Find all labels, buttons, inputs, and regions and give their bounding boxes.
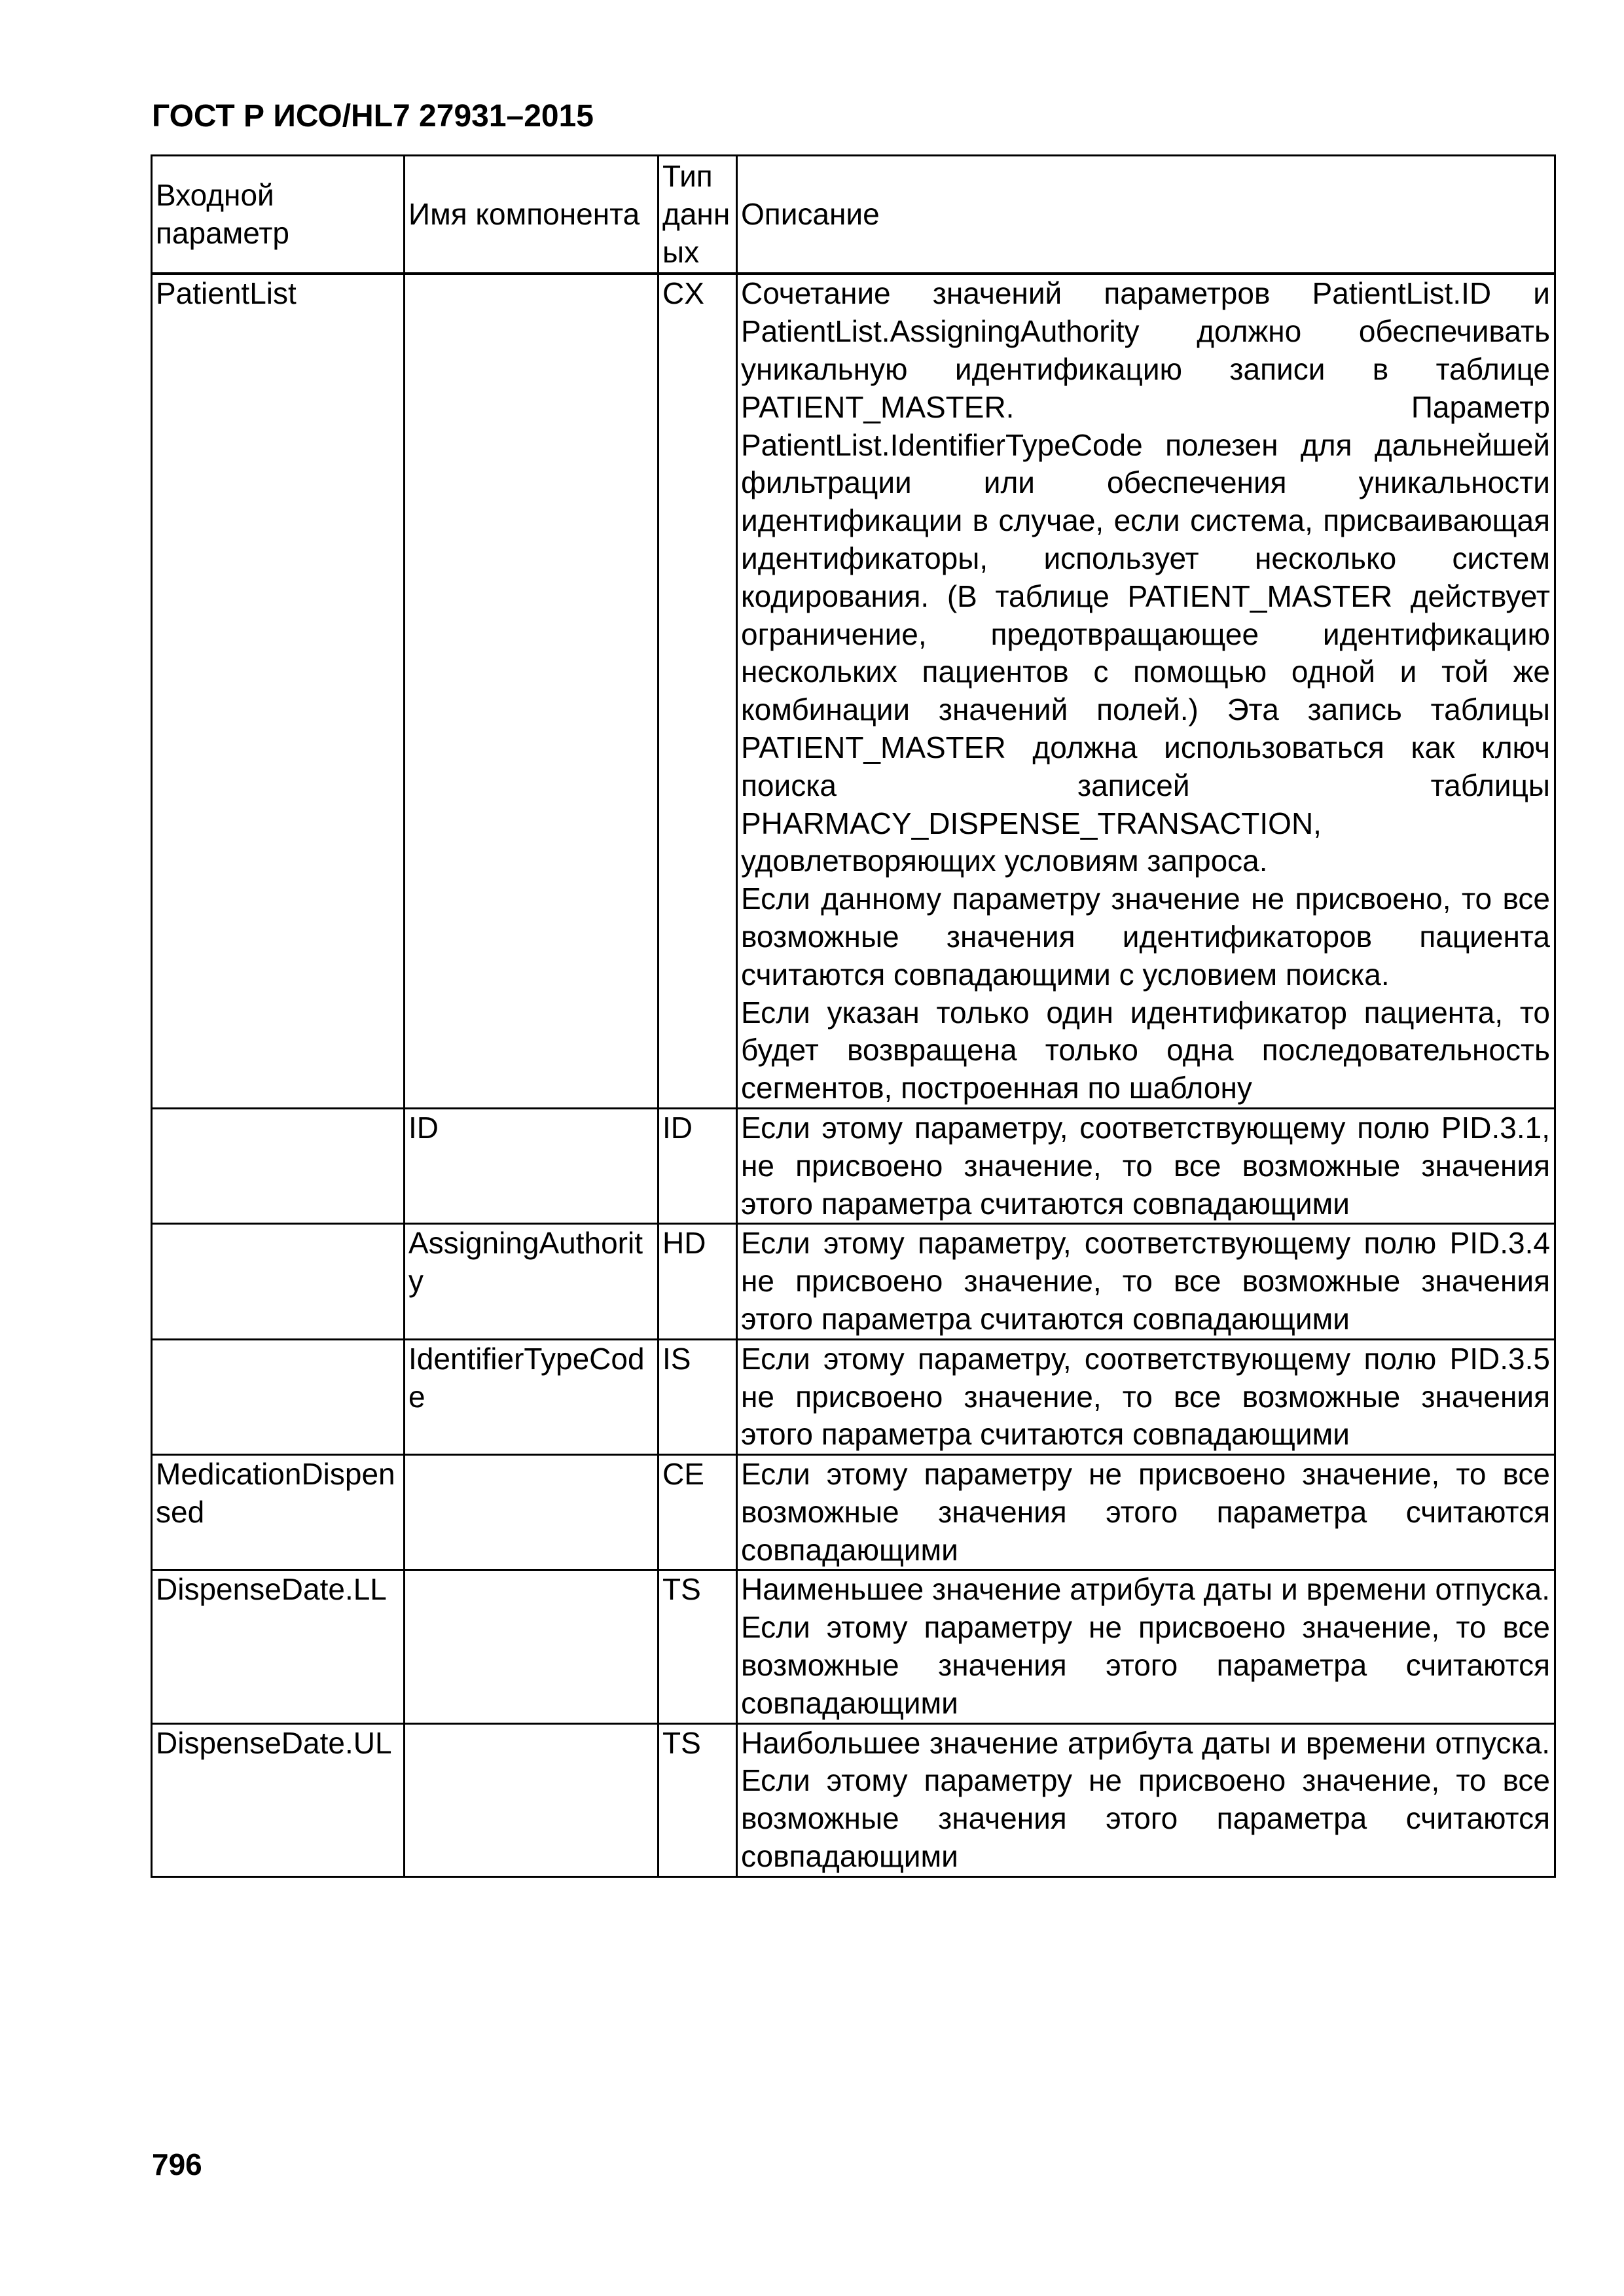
cell-component-name: AssigningAuthority: [405, 1224, 659, 1339]
cell-description: [737, 1570, 1555, 1723]
description-paragraph: Если этому параметру, соответствующему полю PID.3.4 не присвоено значение, то все возможные значения этого параметра считаются совпадающими: [741, 1226, 1550, 1336]
description-paragraph: Если этому параметру, соответствующему полю PID.3.1, не присвоено значение, то все возможные значения этого параметра считаются совпадающими: [741, 1110, 1550, 1221]
description-paragraph: Если этому параметру не присвоено значение, то все возможные значения этого параметра считаются совпадающими: [741, 1457, 1550, 1567]
cell-data-type: IS: [659, 1339, 737, 1454]
table-row: [152, 274, 1555, 1108]
table-row: [152, 1723, 1555, 1876]
document-header: ГОСТ Р ИСО/HL7 27931–2015: [152, 99, 594, 134]
cell-data-type: TS: [659, 1723, 737, 1876]
description-paragraph: Если этому параметру, соответствующему полю PID.3.5 не присвоено значение, то все возможные значения этого параметра считаются совпадающими: [741, 1341, 1550, 1452]
cell-input-param: MedicationDispensed: [152, 1455, 405, 1570]
cell-description: [737, 274, 1555, 1108]
cell-input-param: [152, 1108, 405, 1223]
table-row: [152, 1570, 1555, 1723]
column-header-input-param: Входной параметр: [152, 156, 405, 274]
cell-component-name: [405, 274, 659, 1108]
cell-data-type: CE: [659, 1455, 737, 1570]
cell-description: [737, 1108, 1555, 1223]
description-paragraph: Наименьшее значение атрибута даты и времени отпуска. Если этому параметру не присвоено значение, то все возможные значения этого параметра считаются совпадающими: [741, 1572, 1550, 1720]
cell-component-name: ID: [405, 1108, 659, 1223]
column-header-data-type: Тип данных: [659, 156, 737, 274]
cell-data-type: TS: [659, 1570, 737, 1723]
column-header-description: Описание: [737, 156, 1555, 274]
column-header-component-name: Имя компонента: [405, 156, 659, 274]
cell-description: [737, 1339, 1555, 1454]
table-row: [152, 1108, 1555, 1223]
cell-component-name: [405, 1455, 659, 1570]
cell-input-param: DispenseDate.LL: [152, 1570, 405, 1723]
table-row: [152, 1224, 1555, 1339]
cell-component-name: [405, 1570, 659, 1723]
cell-input-param: PatientList: [152, 274, 405, 1108]
parameters-table: [151, 154, 1556, 1878]
description-paragraph: Сочетание значений параметров PatientList.ID и PatientList.AssigningAuthority должно обеспечивать уникальную идентификацию записи в таблице PATIENT_MASTER. Параметр PatientList.IdentifierTypeCode полезен для дальнейшей фильтрации или обеспечения уникальности идентификации в случае, если система, присваивающая идентификаторы, использует несколько систем кодирования. (В таблице PATIENT_MASTER действует ограничение, предотвращающее идентификацию нескольких пациентов с помощью одной и той же комбинации значений полей.) Эта запись таблицы PATIENT_MASTER должна использоваться как ключ поиска записей таблицы PHARMACY_DISPENSE_TRANSACTION, удовлетворяющих условиям запроса.: [741, 276, 1550, 878]
cell-description: [737, 1723, 1555, 1876]
cell-component-name: IdentifierTypeCode: [405, 1339, 659, 1454]
cell-data-type: CX: [659, 274, 737, 1108]
cell-component-name: [405, 1723, 659, 1876]
cell-input-param: DispenseDate.UL: [152, 1723, 405, 1876]
table-row: [152, 1339, 1555, 1454]
cell-input-param: [152, 1224, 405, 1339]
page-number: 796: [152, 2147, 202, 2181]
table-row: [152, 1455, 1555, 1570]
cell-input-param: [152, 1339, 405, 1454]
cell-data-type: HD: [659, 1224, 737, 1339]
cell-data-type: ID: [659, 1108, 737, 1223]
description-paragraph: Если указан только один идентификатор пациента, то будет возвращена только одна последовательность сегментов, построенная по шаблону: [741, 995, 1550, 1105]
description-paragraph: Если данному параметру значение не присвоено, то все возможные значения идентификаторов пациента считаются совпадающими с условием поиска.: [741, 882, 1550, 992]
cell-description: [737, 1224, 1555, 1339]
description-paragraph: Наибольшее значение атрибута даты и времени отпуска. Если этому параметру не присвоено значение, то все возможные значения этого параметра считаются совпадающими: [741, 1725, 1550, 1874]
table-header-row: [152, 156, 1555, 274]
cell-description: [737, 1455, 1555, 1570]
